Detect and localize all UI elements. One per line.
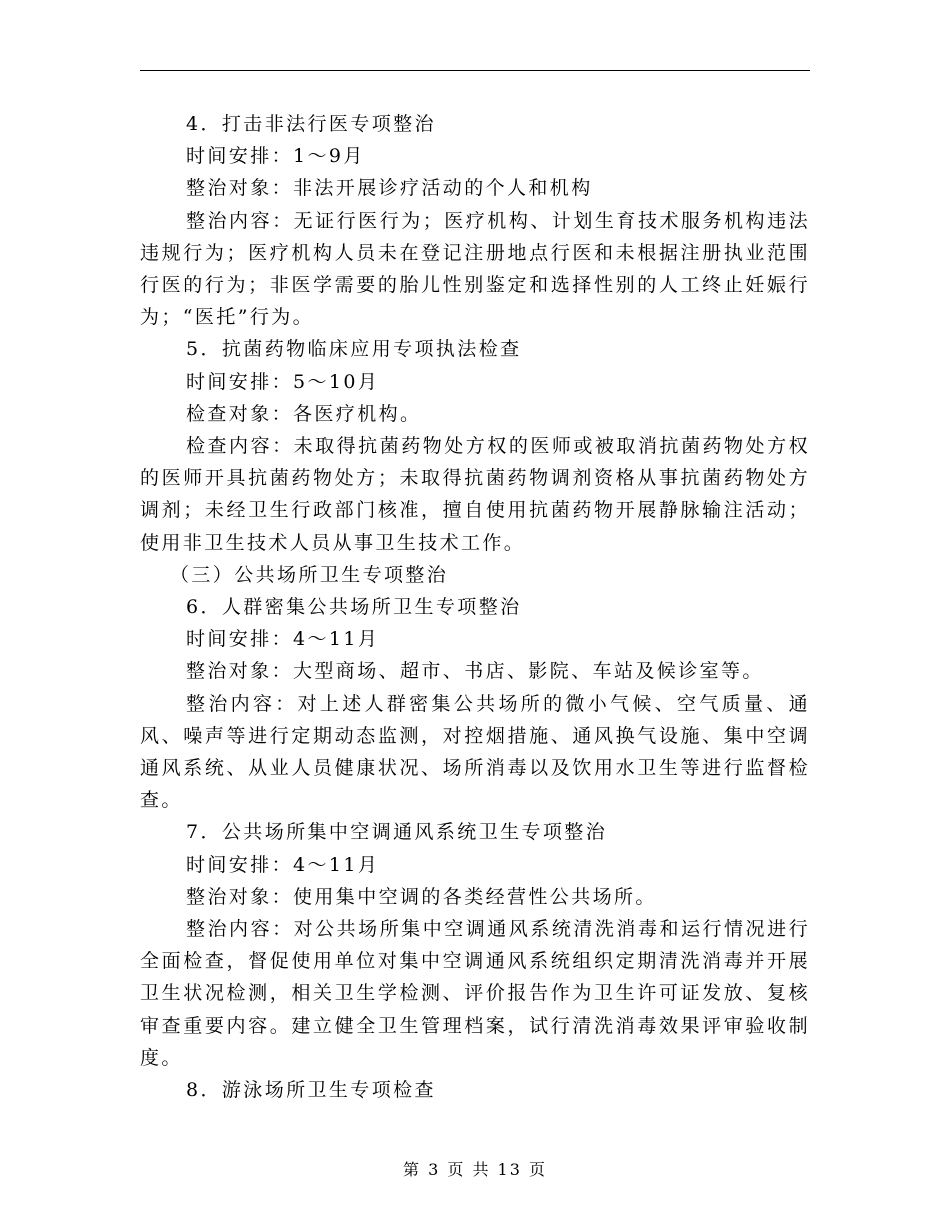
schedule-line: 时间安排：4～11月	[186, 628, 380, 651]
section-heading: 4．打击非法行医专项整治	[186, 113, 436, 135]
section-heading: 6．人群密集公共场所卫生专项整治	[186, 596, 522, 619]
schedule-line: 时间安排：1～9月	[186, 145, 365, 168]
target-line: 整治对象：使用集中空调的各类经营性公共场所。	[186, 885, 657, 908]
section-heading: 7．公共场所集中空调通风系统卫生专项整治	[186, 821, 608, 844]
target-line: 整治对象：大型商场、超市、书店、影院、车站及候诊室等。	[186, 660, 764, 683]
section-heading: 5．抗菌药物临床应用专项执法检查	[186, 338, 522, 361]
content-paragraph: 检查内容：未取得抗菌药物处方权的医师或被取消抗菌药物处方权的医师开具抗菌药物处方；未取得抗菌药物调剂资格从事抗菌药物处方调剂；未经卫生行政部门核准，擅自使用抗菌药物开展静脉输注活动；使用非卫生技术人员从事卫生技术工作。	[140, 435, 810, 554]
header-rule	[140, 70, 810, 71]
target-line: 整治对象：非法开展诊疗活动的个人和机构	[186, 177, 593, 200]
document-body	[140, 108, 810, 1106]
target-line: 检查对象：各医疗机构。	[186, 402, 422, 425]
content-paragraph: 整治内容：对公共场所集中空调通风系统清洗消毒和运行情况进行全面检查，督促使用单位对集中空调通风系统组织定期清洗消毒并开展卫生状况检测，相关卫生学检测、评价报告作为卫生许可证发放、复核审查重要内容。建立健全卫生管理档案，试行清洗消毒效果评审验收制度。	[140, 918, 810, 1069]
content-paragraph: 整治内容：对上述人群密集公共场所的微小气候、空气质量、通风、噪声等进行定期动态监测，对控烟措施、通风换气设施、集中空调通风系统、从业人员健康状况、场所消毒以及饮用水卫生等进行监督检查。	[140, 692, 810, 812]
content-paragraph: 整治内容：无证行医行为；医疗机构、计划生育技术服务机构违法违规行为；医疗机构人员未在登记注册地点行医和未根据注册执业范围行医的行为；非医学需要的胎儿性别鉴定和选择性别的人工终止妊娠行为；“医托”行为。	[140, 209, 810, 329]
schedule-line: 时间安排：5～10月	[186, 370, 380, 393]
schedule-line: 时间安排：4～11月	[186, 853, 380, 876]
section-heading: 8．游泳场所卫生专项检查	[186, 1079, 436, 1102]
subsection-heading: （三）公共场所卫生专项整治	[170, 563, 449, 586]
page-footer: 第 3 页 共 13 页	[403, 1160, 547, 1179]
